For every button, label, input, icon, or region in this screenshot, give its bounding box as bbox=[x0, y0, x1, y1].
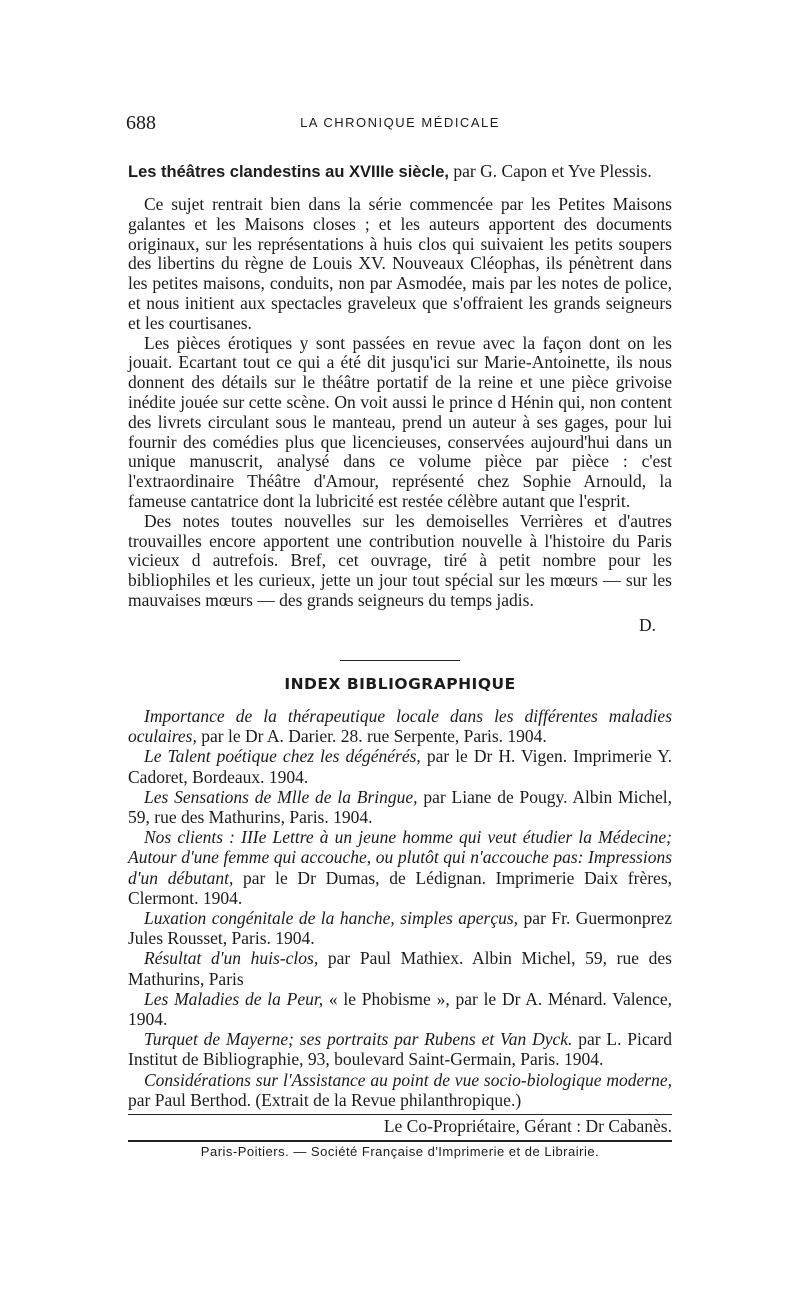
entry-title: Considérations sur l'Assistance au point de vue socio-biologique moderne, bbox=[144, 1069, 672, 1090]
running-title: LA CHRONIQUE MÉDICALE bbox=[300, 115, 500, 130]
article-body bbox=[128, 195, 672, 611]
article-paragraph: Ce sujet rentrait bien dans la série commencée par les Petites Maisons galantes et les Maisons closes ; et les auteurs apportent des documents originaux, sur les représentations à huis clos qui suivaient les petits soupers des libertins du règne de Louis XV. Nouveaux Cléophas, ils pénètrent dans les petites maisons, conduits, non par Asmodée, mais par les notes de police, et nous initient aux spectacles graveleux que s'offraient les grands seigneurs et les courtisanes. bbox=[128, 194, 672, 333]
entry-details: par Fr. Guermonprez Jules Rousset, Paris. 1904. bbox=[128, 908, 672, 949]
bibliography-entry bbox=[128, 948, 672, 988]
entry-title: Le Talent poétique chez les dégénérés, bbox=[144, 746, 421, 767]
entry-title: Les Sensations de Mlle de la Bringue, bbox=[144, 786, 418, 807]
entry-details: par Liane de Pougy. Albin Michel, 59, rue des Mathurins, Paris. 1904. bbox=[128, 786, 672, 828]
footer-rule bbox=[128, 1114, 672, 1115]
article-signature: D. bbox=[638, 614, 656, 635]
article-paragraph: Des notes toutes nouvelles sur les demoiselles Verrières et d'autres trouvailles encore apportent une contribution nouvelle à l'histoire du Paris vicieux d autrefois. Bref, cet ouvrage, tiré à petit nombre pour les bibliophiles et les curieux, jette un jour tout spécial sur les mœurs — sur les mauvaises mœurs — des grands seigneurs du temps jadis. bbox=[128, 510, 672, 610]
index-title: INDEX BIBLIOGRAPHIQUE bbox=[284, 675, 516, 693]
entry-details: par le Dr H. Vigen. Imprimerie Y. Cadoret, Bordeaux. 1904. bbox=[128, 746, 672, 787]
entry-details: « le Phobisme », par le Dr A. Ménard. Valence, 1904. bbox=[128, 988, 673, 1030]
article-heading bbox=[128, 160, 672, 183]
bibliography-entry bbox=[128, 908, 672, 948]
entry-title: Les Maladies de la Peur, bbox=[144, 988, 324, 1009]
running-head bbox=[126, 112, 674, 134]
entry-title: Turquet de Mayerne; ses portraits par Rubens et Van Dyck. bbox=[144, 1029, 573, 1050]
entry-details: par L. Picard Institut de Bibliographie, 93, boulevard Saint-Germain, Paris. 1904. bbox=[128, 1029, 672, 1070]
section-divider bbox=[340, 660, 460, 661]
bibliography-entry bbox=[128, 787, 672, 827]
article-byline: par G. Capon et Yve Plessis. bbox=[453, 161, 652, 181]
entry-details: par Paul Mathiex. Albin Michel, 59, rue des Mathurins, Paris bbox=[128, 948, 672, 989]
page-number: 688 bbox=[126, 112, 156, 134]
entry-title: Résultat d'un huis-clos, bbox=[144, 948, 319, 969]
bibliography-entry bbox=[128, 989, 672, 1029]
entry-title: Luxation congénitale de la hanche, simples aperçus, bbox=[144, 908, 519, 929]
bibliography-entry bbox=[128, 1070, 672, 1110]
bibliography-entry bbox=[128, 827, 672, 908]
bibliography-entry bbox=[128, 746, 672, 786]
publisher-line: Le Co-Propriétaire, Gérant : Dr Cabanès. bbox=[383, 1116, 672, 1136]
entry-details: par Paul Berthod. (Extrait de la Revue philanthropique.) bbox=[128, 1089, 522, 1110]
article-title: Les théâtres clandestins au XVIIIe siècle, bbox=[128, 163, 449, 181]
bibliography-list bbox=[128, 706, 672, 1110]
bibliography-entry bbox=[128, 1029, 672, 1069]
bibliography-entry bbox=[128, 706, 672, 746]
article-paragraph: Les pièces érotiques y sont passées en revue avec la façon dont on les jouait. Ecartant tout ce qui a été dit jusqu'ici sur Marie-Antoinette, ils nous donnent des détails sur le théâtre portatif de la reine et une pièce grivoise inédite jouée sur cette scène. On voit aussi le prince d Hénin qui, non content des livrets circulant sous le manteau, prend un auteur à ses gages, pour lui fournir des comédies plus que licencieuses, conservées aujourd'hui dans un unique manuscrit, analysé dans ce volume pièce par pièce : c'est l'extraordinaire Théâtre d'Amour, représenté chez Sophie Arnould, la fameuse cantatrice dont la lubricité est restée célèbre autant que l'esprit. bbox=[128, 332, 672, 511]
entry-title: Importance de la thérapeutique locale dans les différentes maladies oculaires, bbox=[128, 706, 672, 747]
entry-title: Nos clients : IIIe Lettre à un jeune homme qui veut étudier la Médecine; Autour d'une femme qui accouche, ou plutôt qui n'accouche pas: Impressions d'un débutant, bbox=[128, 827, 672, 888]
review-article bbox=[128, 160, 672, 636]
entry-details: par le Dr Dumas, de Lédignan. Imprimerie Daix frères, Clermont. 1904. bbox=[128, 867, 673, 908]
printer-imprint: Paris-Poitiers. — Société Française d'Imprimerie et de Librairie. bbox=[200, 1144, 600, 1159]
entry-details: par le Dr A. Darier. 28. rue Serpente, Paris. 1904. bbox=[196, 726, 547, 747]
footer-rule bbox=[128, 1140, 672, 1142]
